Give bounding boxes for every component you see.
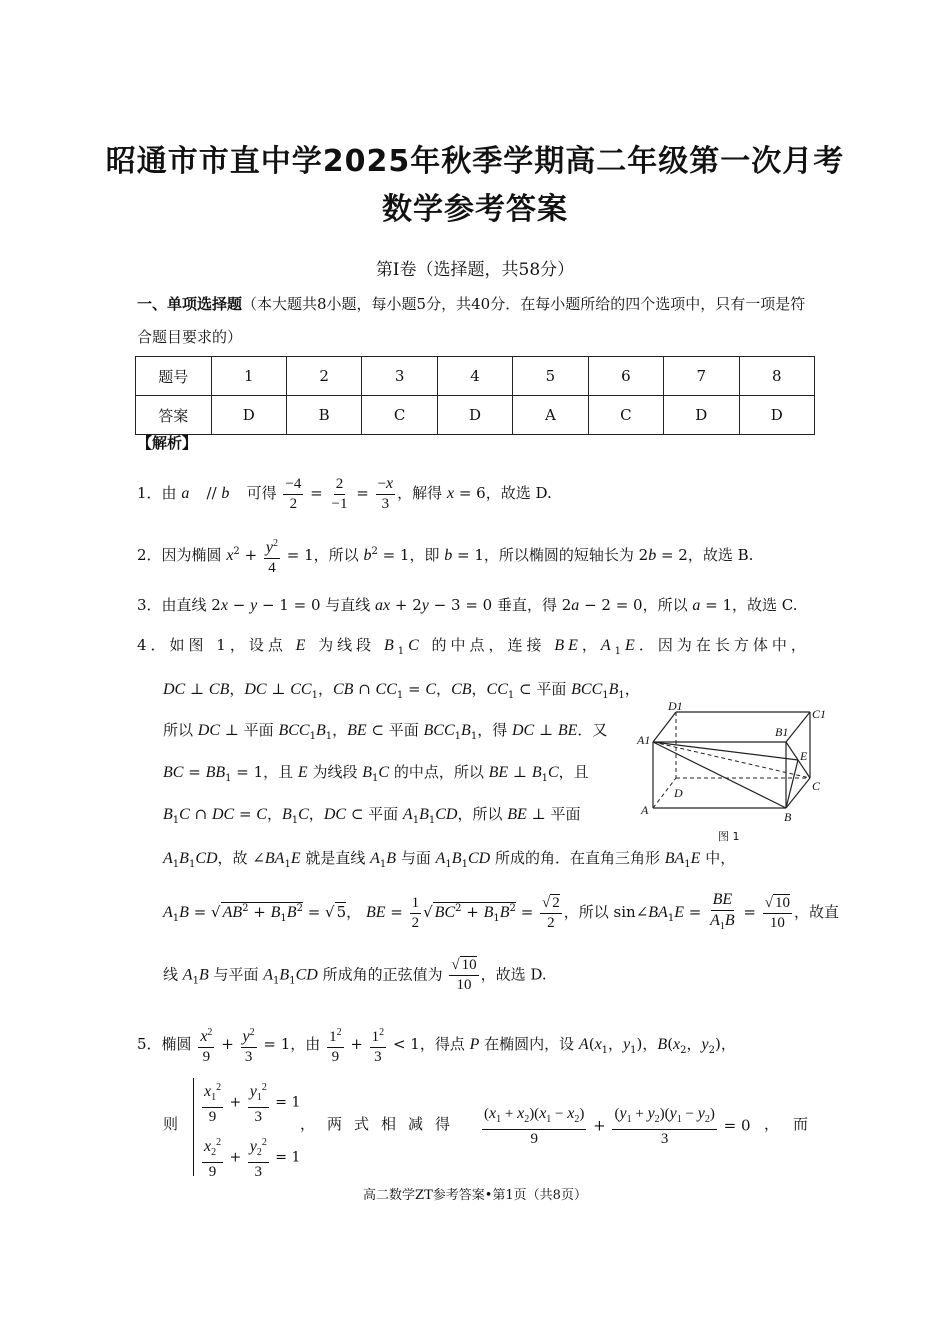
figure-caption: 图 1 [718,830,740,843]
table-cell: D [664,396,739,435]
answer-table-row-answers [136,396,815,435]
table-cell: C [588,396,663,435]
point-label: A [641,803,649,817]
solution-4-line8: 线 $A_1B$ 与平面 $A_1B_1CD$ 所成角的正弦值为 $\frac{√ 10}{10}$ ，故选 D. [163,957,547,993]
solution-5-line1: 5．椭圆 $\frac{x^2}{9}$ + $\frac{y^2}{3}$ = 1，由 $\frac{1^2}{9}$ + $\frac{1^2}{3}$ < 1，得点 P 在椭圆内，设 $A(x_1$，$y_1$)，$B(x_2$，$y_2$)， [137,1023,736,1067]
table-cell: 1 [211,357,286,396]
cuboid-figure [636,700,832,830]
point-label: B [784,810,792,824]
table-cell: D [211,396,286,435]
solution-4-line4: BC = $BB_1 = 1$，且 E 为线段 $B_1C$ 的中点，所以 BE ⊥ $B_1C$，且 [163,763,589,784]
point-label: D1 [668,700,683,713]
analysis-label: 【解析】 [137,434,198,452]
volume-heading: 第Ⅰ卷（选择题，共58分） [375,260,575,280]
table-cell: 8 [739,357,815,396]
section1-heading: 一、单项选择题 [137,295,243,313]
solution-4-line3: 所以 DC ⊥ 平面 $BCC_1B_1$，BE ⊂ 平面 $BCC_1B_1$，得 DC ⊥ BE．又 [163,721,608,742]
section1-desc: （本大题共8小题，每小题5分，共40分．在每小题所给的四个选项中，只有一项是符合题目要求的） [137,295,806,346]
table-cell: 5 [513,357,588,396]
document-title-line2: 数学参考答案 [382,192,568,227]
table-cell: A [513,396,588,435]
point-label: C1 [812,707,827,721]
table-cell: 3 [362,357,437,396]
table-cell: D [437,396,512,435]
solution-1: 1．由 a⃗ // b⃗ 可得 $\frac{-4}{2}$ = $\frac{2}{-1}$ = $\frac{-x}{3}$ ，解得 x = 6，故选 D. [137,475,552,512]
solution-5-difference: $\frac{(x_1 + x_2)(x_1 - x_2)}{9}$ + $\frac{(y_1 + y_2)(y_1 - y_2)}{3}$ = 0 [484,1105,751,1147]
solution-4-line7: $A_1B$ = √ $AB^2 + B_1B^2$ = √ 5， BE = $\frac{1}{2}$ √ $BC^2 + B_1B^2$ = $\frac{√ 2}{2}$ ，所以 $\sin\angle BA_1E$ = $\frac{BE}{A_1B}$ = $\frac{√ 10}{10}$ ，故直 [163,891,839,932]
solution-2: 2．因为椭圆 $x^2$ + $\frac{y^2}{4}$ = 1，所以 $b^2 = 1$，即 b = 1，所以椭圆的短轴长为 2b = 2，故选 B. [137,534,753,578]
table-cell: 2 [287,357,362,396]
table-cell: C [362,396,437,435]
point-label: B1 [775,725,789,739]
solution-5-then: 则 [163,1115,179,1133]
solution-4-line2: DC ⊥ CB，DC ⊥ $CC_1$，CB ∩ $CC_1 = C$，CB，$CC_1$ ⊂ 平面 $BCC_1B_1$， [163,680,640,701]
table-cell: B [287,396,362,435]
point-label: C [812,779,821,793]
solution-5-subtract: ，两式相减得 [300,1115,463,1133]
answer-table-row-numbers [136,357,815,396]
solution-4-line5: $B_1C$ ∩ DC = C，$B_1C$，DC ⊂ 平面 $A_1B_1CD$，所以 BE ⊥ 平面 [163,805,581,826]
point-label: D [674,786,683,800]
point-label: E [800,749,808,763]
table-header-cell: 答案 [136,396,212,435]
document-title-line1: 昭通市市直中学2025年秋季学期高二年级第一次月考 [105,144,845,179]
section1-intro [137,288,817,354]
solution-5-while: ，而 [764,1115,823,1133]
table-cell: 4 [437,357,512,396]
table-cell: D [739,396,815,435]
answer-table [135,356,815,435]
solution-4-line6: $A_1B_1CD$，故 $\angle BA_1E$ 就是直线 $A_1B$ 与面 $A_1B_1CD$ 所成的角．在直角三角形 $BA_1E$ 中， [163,849,736,870]
table-cell: 6 [588,357,663,396]
solution-4-line1: 4．如图 1，设点 E 为线段 $B_1C$ 的中点，连接 BE，$A_1E$．因为在长方体中， [137,636,810,657]
equation-system: $\frac{x_1^2}{9}$ + $\frac{y_1^2}{3}$ = 1 $\frac{x_2^2}{9}$ + $\frac{y_2^2}{3}$ = 1 [193,1078,300,1176]
solution-3: 3．由直线 2x − y − 1 = 0 与直线 ax + 2y − 3 = 0 垂直，得 2a − 2 = 0，所以 a = 1，故选 C. [137,596,798,614]
table-header-cell: 题号 [136,357,212,396]
page-footer: 高二数学ZT参考答案•第1页（共8页） [363,1188,587,1203]
point-label: A1 [637,733,651,747]
table-cell: 7 [664,357,739,396]
